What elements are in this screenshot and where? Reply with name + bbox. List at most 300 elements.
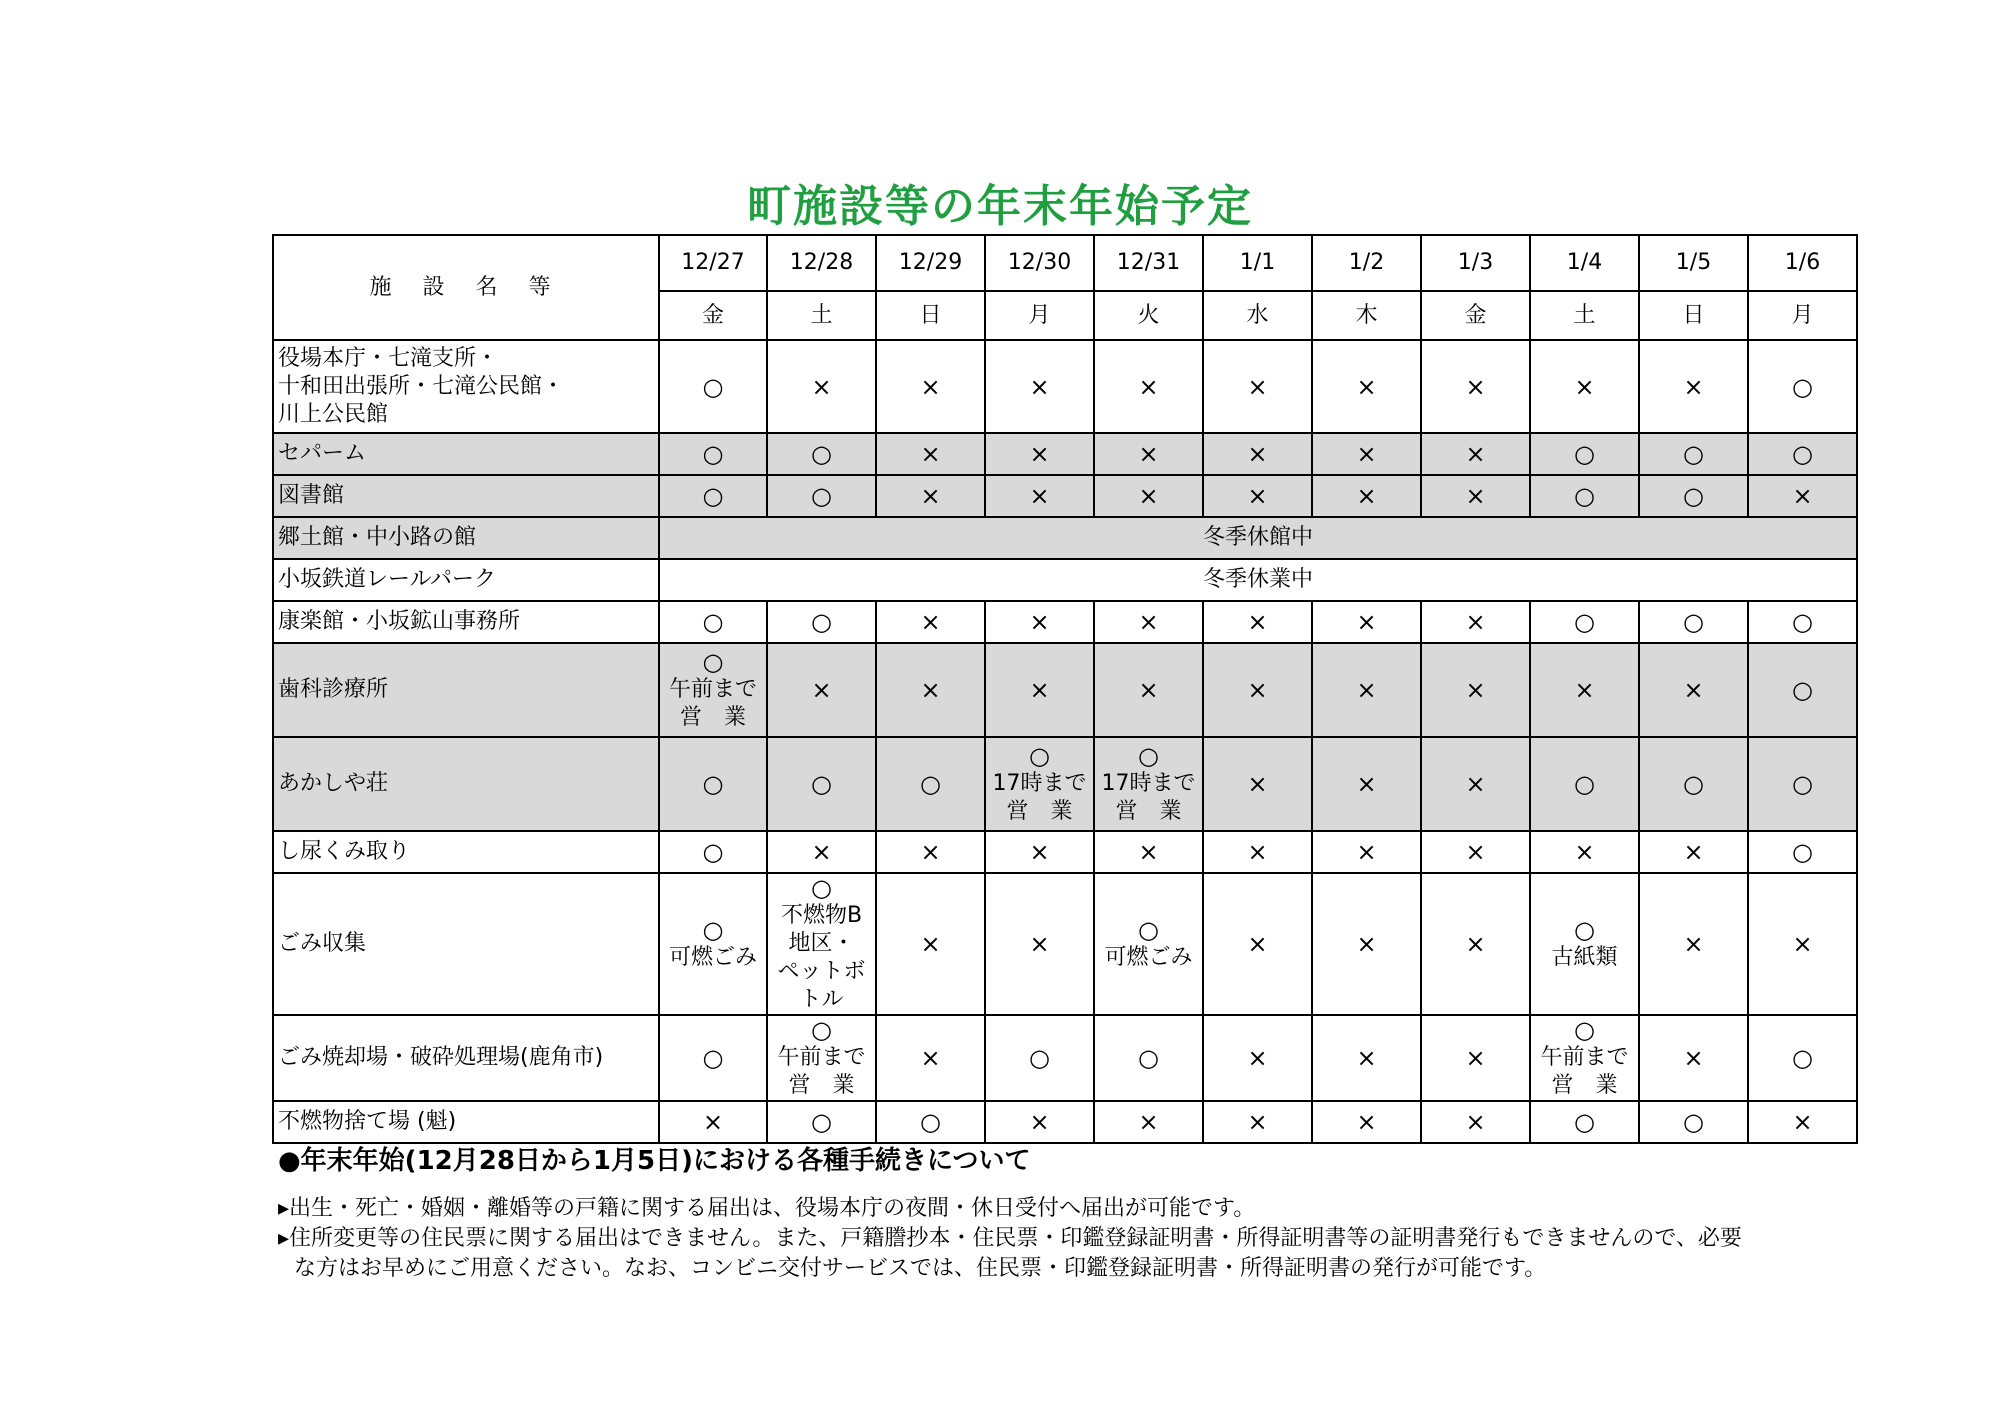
status-cell <box>1421 475 1530 517</box>
status-mark: × <box>1138 676 1159 704</box>
status-note: ペットボトル <box>777 959 866 1012</box>
status-mark: × <box>1356 1108 1377 1136</box>
status-note: 午前まで <box>1540 1045 1629 1070</box>
status-mark: ○ <box>1574 608 1595 636</box>
closure-note: 冬季休館中 <box>659 517 1857 559</box>
notes-heading: ●年末年始(12月28日から1月5日)における各種手続きについて <box>278 1146 1031 1176</box>
date-header: 1/5 <box>1639 235 1748 291</box>
facility-name <box>273 559 659 601</box>
status-cell <box>1421 873 1530 1015</box>
date-header: 1/3 <box>1421 235 1530 291</box>
status-mark: × <box>1247 676 1268 704</box>
status-mark: × <box>1683 372 1704 401</box>
status-mark: × <box>811 676 832 704</box>
status-cell <box>1748 737 1857 831</box>
facility-name <box>273 433 659 475</box>
status-mark: × <box>1138 372 1159 401</box>
date-header: 1/6 <box>1748 235 1857 291</box>
date-header: 1/1 <box>1203 235 1312 291</box>
status-note: 営 業 <box>788 1073 855 1098</box>
status-mark: ○ <box>702 1044 724 1072</box>
status-mark: ○ <box>1683 482 1704 510</box>
status-mark: × <box>1465 770 1486 798</box>
status-mark: ○ <box>1792 1044 1813 1072</box>
status-mark: × <box>1574 372 1595 401</box>
status-mark: × <box>1356 930 1377 958</box>
weekday-header: 日 <box>876 291 985 340</box>
status-note: 営 業 <box>1115 799 1182 824</box>
status-mark: × <box>1356 770 1377 798</box>
status-note: 午前まで <box>668 677 757 702</box>
status-mark: × <box>920 838 941 866</box>
status-mark: × <box>1138 1108 1159 1136</box>
status-mark: ○ <box>1138 1044 1159 1072</box>
status-mark: × <box>1792 930 1813 958</box>
status-cell <box>767 433 876 475</box>
status-cell <box>659 433 767 475</box>
status-mark: × <box>1465 608 1486 636</box>
facility-name-line: ごみ収集 <box>278 931 367 956</box>
status-mark: ○ <box>811 608 832 636</box>
status-cell <box>1748 873 1857 1015</box>
status-cell <box>1421 433 1530 475</box>
status-cell <box>659 737 767 831</box>
status-mark: ○ <box>702 608 724 636</box>
status-mark: ○ <box>1683 608 1704 636</box>
status-mark: × <box>920 930 941 958</box>
status-cell <box>1312 1101 1421 1143</box>
status-mark: × <box>1247 608 1268 636</box>
status-cell <box>1530 475 1639 517</box>
facility-header: 施 設 名 等 <box>273 235 659 340</box>
status-mark: ○ <box>920 770 941 798</box>
status-cell <box>1094 433 1203 475</box>
status-cell <box>659 1015 767 1101</box>
status-cell <box>659 601 767 643</box>
status-mark: × <box>1356 372 1377 401</box>
facility-name-line: 郷土館・中小路の館 <box>278 525 477 550</box>
status-mark: × <box>1247 372 1268 401</box>
status-mark: ○ <box>702 648 724 676</box>
status-cell <box>876 1101 985 1143</box>
status-cell <box>876 475 985 517</box>
status-cell <box>876 737 985 831</box>
weekday-header: 日 <box>1639 291 1748 340</box>
notes-line: ▸住所変更等の住民票に関する届出はできません。また、戸籍謄抄本・住民票・印鑑登録証明書・所得証明書等の証明書発行もできませんので、必要 <box>278 1226 1742 1251</box>
facility-name <box>273 643 659 737</box>
status-cell <box>1312 831 1421 873</box>
status-mark: ○ <box>1574 440 1595 468</box>
status-mark: × <box>920 676 941 704</box>
table-row <box>273 340 1857 433</box>
status-cell <box>1748 340 1857 433</box>
status-cell <box>767 1015 876 1101</box>
status-mark: × <box>1138 838 1159 866</box>
status-mark: × <box>1247 482 1268 510</box>
notes-line: ▸出生・死亡・婚姻・離婚等の戸籍に関する届出は、役場本庁の夜間・休日受付へ届出が可能です。 <box>278 1196 1256 1221</box>
weekday-header: 月 <box>985 291 1094 340</box>
status-mark: × <box>1138 440 1159 468</box>
status-cell <box>659 475 767 517</box>
status-mark: × <box>1029 440 1050 468</box>
table-row <box>273 831 1857 873</box>
status-mark: ○ <box>1792 676 1813 704</box>
status-mark: ○ <box>1683 440 1704 468</box>
status-mark: ○ <box>1574 770 1595 798</box>
status-cell <box>1748 433 1857 475</box>
status-cell <box>1203 737 1312 831</box>
status-mark: ○ <box>1683 770 1704 798</box>
date-header: 1/2 <box>1312 235 1421 291</box>
status-cell <box>659 873 767 1015</box>
status-cell <box>1530 737 1639 831</box>
status-cell <box>767 601 876 643</box>
status-mark: × <box>1792 1108 1813 1136</box>
status-mark: ○ <box>811 1016 832 1044</box>
status-cell <box>1312 1015 1421 1101</box>
status-cell <box>1639 873 1748 1015</box>
status-mark: × <box>1029 676 1050 704</box>
status-note: 営 業 <box>679 705 746 730</box>
status-mark: × <box>1574 838 1595 866</box>
weekday-header: 金 <box>1421 291 1530 340</box>
status-mark: × <box>1683 676 1704 704</box>
status-mark: ○ <box>1138 916 1159 944</box>
status-cell <box>659 1101 767 1143</box>
status-cell <box>1094 475 1203 517</box>
status-cell <box>985 433 1094 475</box>
facility-name-line: ごみ焼却場・破砕処理場(鹿角市) <box>278 1045 604 1070</box>
status-cell <box>1748 831 1857 873</box>
status-cell <box>985 1015 1094 1101</box>
status-cell <box>659 643 767 737</box>
facility-name <box>273 517 659 559</box>
status-cell <box>1639 475 1748 517</box>
status-cell <box>767 643 876 737</box>
status-mark: × <box>1356 482 1377 510</box>
status-cell <box>767 873 876 1015</box>
weekday-header: 金 <box>659 291 767 340</box>
status-mark: × <box>920 1044 941 1072</box>
status-cell <box>1748 643 1857 737</box>
status-cell <box>1530 873 1639 1015</box>
status-cell <box>985 737 1094 831</box>
status-mark: ○ <box>1574 1016 1595 1044</box>
status-note: 営 業 <box>1006 799 1073 824</box>
status-cell <box>1203 340 1312 433</box>
table-row <box>273 737 1857 831</box>
facility-name <box>273 737 659 831</box>
status-cell <box>1094 340 1203 433</box>
status-mark: × <box>1247 930 1268 958</box>
status-mark: ○ <box>920 1108 941 1136</box>
status-cell <box>1530 340 1639 433</box>
status-cell <box>1203 601 1312 643</box>
status-cell <box>985 873 1094 1015</box>
status-cell <box>1639 1101 1748 1143</box>
status-cell <box>1421 1101 1530 1143</box>
status-mark: × <box>1029 838 1050 866</box>
status-note: 不燃物B <box>780 903 863 928</box>
status-mark: × <box>1465 930 1486 958</box>
status-cell <box>876 873 985 1015</box>
notes-line: な方はお早めにご用意ください。なお、コンビニ交付サービスでは、住民票・印鑑登録証明書・所得証明書の発行が可能です。 <box>294 1256 1547 1281</box>
status-mark: × <box>920 608 941 636</box>
status-cell <box>876 643 985 737</box>
status-cell <box>1530 1015 1639 1101</box>
status-cell <box>1312 433 1421 475</box>
status-cell <box>985 601 1094 643</box>
procedures-notes <box>278 1144 1878 1284</box>
table-row <box>273 433 1857 475</box>
status-cell <box>985 475 1094 517</box>
status-cell <box>1748 601 1857 643</box>
status-cell <box>1203 475 1312 517</box>
status-cell <box>1094 601 1203 643</box>
status-mark: × <box>811 372 832 401</box>
status-cell <box>985 831 1094 873</box>
facility-name-line: 役場本庁・七滝支所・ <box>278 345 499 371</box>
status-note: 可燃ごみ <box>668 945 757 970</box>
status-mark: ○ <box>811 440 832 468</box>
table-row <box>273 475 1857 517</box>
status-mark: ○ <box>1792 770 1813 798</box>
table-row <box>273 1101 1857 1143</box>
status-cell <box>1639 643 1748 737</box>
status-mark: ○ <box>702 482 724 510</box>
facility-name-line: 歯科診療所 <box>278 677 389 702</box>
status-mark: × <box>1247 770 1268 798</box>
status-note: 古紙類 <box>1551 945 1618 970</box>
status-cell <box>1094 737 1203 831</box>
status-note: 可燃ごみ <box>1104 945 1193 970</box>
page-title: 町施設等の年末年始予定 <box>747 181 1253 232</box>
status-cell <box>1203 433 1312 475</box>
status-mark: ○ <box>1792 608 1813 636</box>
status-mark: ○ <box>1792 372 1813 401</box>
status-cell <box>1530 831 1639 873</box>
status-cell <box>1421 831 1530 873</box>
weekday-header: 月 <box>1748 291 1857 340</box>
facility-name <box>273 601 659 643</box>
status-cell <box>876 433 985 475</box>
status-mark: ○ <box>702 838 724 866</box>
status-mark: × <box>1683 838 1704 866</box>
status-mark: × <box>1465 838 1486 866</box>
status-mark: ○ <box>811 874 832 902</box>
status-cell <box>985 643 1094 737</box>
status-mark: × <box>1683 930 1704 958</box>
status-cell <box>1312 601 1421 643</box>
status-cell <box>1203 1101 1312 1143</box>
status-cell <box>1312 643 1421 737</box>
status-cell <box>1639 1015 1748 1101</box>
status-mark: × <box>1465 676 1486 704</box>
status-mark: ○ <box>811 770 832 798</box>
status-cell <box>1639 737 1748 831</box>
status-mark: ○ <box>811 1108 832 1136</box>
status-mark: × <box>1465 1108 1486 1136</box>
status-mark: ○ <box>1574 916 1595 944</box>
table-row <box>273 643 1857 737</box>
status-mark: × <box>1029 372 1050 401</box>
facility-name <box>273 475 659 517</box>
status-cell <box>985 340 1094 433</box>
status-cell <box>1094 873 1203 1015</box>
facility-name-line: 康楽館・小坂鉱山事務所 <box>278 609 521 634</box>
status-cell <box>767 340 876 433</box>
status-note: 午前まで <box>777 1045 866 1070</box>
status-cell <box>1094 643 1203 737</box>
facility-name-line: あかしや荘 <box>278 771 389 796</box>
status-cell <box>1530 601 1639 643</box>
status-cell <box>1094 1101 1203 1143</box>
status-mark: × <box>1356 440 1377 468</box>
status-cell <box>1748 475 1857 517</box>
status-cell <box>1312 340 1421 433</box>
status-mark: ○ <box>702 770 724 798</box>
status-mark: ○ <box>1138 742 1159 770</box>
status-cell <box>876 601 985 643</box>
status-cell <box>767 737 876 831</box>
status-note: 17時まで <box>992 771 1087 796</box>
status-mark: × <box>1356 608 1377 636</box>
status-mark: × <box>1465 482 1486 510</box>
status-mark: × <box>811 838 832 866</box>
status-mark: × <box>1029 608 1050 636</box>
status-cell <box>1421 601 1530 643</box>
status-cell <box>659 340 767 433</box>
facility-name <box>273 1015 659 1101</box>
status-mark: × <box>1574 676 1595 704</box>
table-row <box>273 1015 1857 1101</box>
status-mark: ○ <box>1683 1108 1704 1136</box>
status-cell <box>1421 737 1530 831</box>
status-mark: ○ <box>702 372 724 401</box>
status-cell <box>985 1101 1094 1143</box>
status-cell <box>1530 1101 1639 1143</box>
facility-name <box>273 1101 659 1143</box>
status-cell <box>1312 475 1421 517</box>
schedule-table <box>272 234 1858 1144</box>
facility-name-line: セパーム <box>278 441 367 466</box>
status-cell <box>1203 831 1312 873</box>
status-cell <box>1530 643 1639 737</box>
status-mark: × <box>1247 838 1268 866</box>
status-note: 17時まで <box>1101 771 1196 796</box>
status-mark: × <box>1792 482 1813 510</box>
status-cell <box>1312 737 1421 831</box>
status-mark: × <box>1029 482 1050 510</box>
table-row <box>273 559 1857 601</box>
status-mark: ○ <box>702 440 724 468</box>
status-mark: × <box>1029 1108 1050 1136</box>
date-header: 1/4 <box>1530 235 1639 291</box>
status-mark: × <box>1465 440 1486 468</box>
status-mark: ○ <box>1029 742 1050 770</box>
status-mark: × <box>1138 608 1159 636</box>
status-cell <box>767 831 876 873</box>
status-cell <box>1421 1015 1530 1101</box>
facility-name <box>273 340 659 433</box>
status-cell <box>1748 1015 1857 1101</box>
date-header: 12/28 <box>767 235 876 291</box>
status-cell <box>1203 643 1312 737</box>
status-cell <box>767 1101 876 1143</box>
status-cell <box>659 831 767 873</box>
date-header: 12/30 <box>985 235 1094 291</box>
status-note: 地区・ <box>788 931 855 956</box>
weekday-header: 火 <box>1094 291 1203 340</box>
status-cell <box>1421 340 1530 433</box>
status-cell <box>1203 1015 1312 1101</box>
status-cell <box>1094 831 1203 873</box>
facility-name <box>273 873 659 1015</box>
status-mark: ○ <box>1792 838 1813 866</box>
table-row <box>273 601 1857 643</box>
status-mark: × <box>920 482 941 510</box>
status-cell <box>1639 831 1748 873</box>
status-cell <box>1639 601 1748 643</box>
status-cell <box>876 831 985 873</box>
status-mark: × <box>1138 482 1159 510</box>
facility-name <box>273 831 659 873</box>
weekday-header: 水 <box>1203 291 1312 340</box>
facility-name-line: 川上公民館 <box>278 401 389 427</box>
status-cell <box>1530 433 1639 475</box>
status-mark: × <box>702 1108 724 1136</box>
status-mark: × <box>1029 930 1050 958</box>
status-cell <box>1203 873 1312 1015</box>
status-mark: ○ <box>1792 440 1813 468</box>
status-mark: × <box>1356 676 1377 704</box>
status-cell <box>1312 873 1421 1015</box>
status-cell <box>1748 1101 1857 1143</box>
status-cell <box>876 1015 985 1101</box>
table-row <box>273 517 1857 559</box>
status-cell <box>1094 1015 1203 1101</box>
table-row <box>273 873 1857 1015</box>
status-cell <box>1639 340 1748 433</box>
status-mark: ○ <box>1574 482 1595 510</box>
status-mark: ○ <box>1574 1108 1595 1136</box>
weekday-header: 土 <box>767 291 876 340</box>
date-header: 12/29 <box>876 235 985 291</box>
facility-name-line: し尿くみ取り <box>278 839 411 864</box>
facility-name-line: 図書館 <box>278 483 345 508</box>
weekday-header: 木 <box>1312 291 1421 340</box>
status-mark: × <box>1683 1044 1704 1072</box>
status-mark: × <box>1247 1108 1268 1136</box>
status-cell <box>767 475 876 517</box>
status-mark: ○ <box>702 916 724 944</box>
status-note: 営 業 <box>1551 1073 1618 1098</box>
facility-name-line: 十和田出張所・七滝公民館・ <box>278 373 565 399</box>
status-mark: × <box>1247 440 1268 468</box>
status-mark: × <box>920 440 941 468</box>
closure-note: 冬季休業中 <box>659 559 1857 601</box>
status-cell <box>1639 433 1748 475</box>
status-mark: ○ <box>1029 1044 1050 1072</box>
date-header: 12/27 <box>659 235 767 291</box>
status-mark: × <box>1356 1044 1377 1072</box>
weekday-header: 土 <box>1530 291 1639 340</box>
date-header: 12/31 <box>1094 235 1203 291</box>
facility-name-line: 小坂鉄道レールパーク <box>278 567 497 592</box>
status-mark: × <box>1247 1044 1268 1072</box>
status-cell <box>876 340 985 433</box>
status-mark: × <box>920 372 941 401</box>
